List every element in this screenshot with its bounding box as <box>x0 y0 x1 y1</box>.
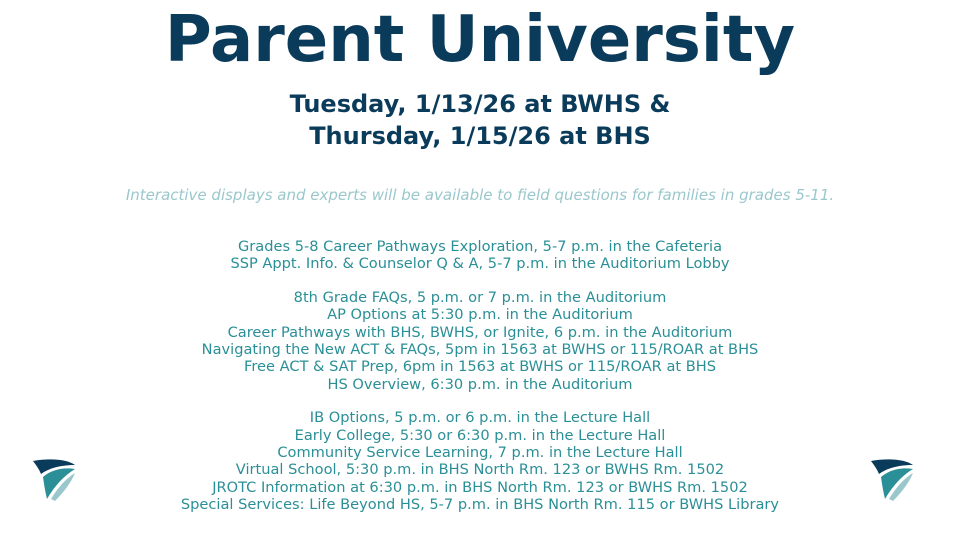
session-list <box>0 238 960 514</box>
session-item: JROTC Information at 6:30 p.m. in BHS North Rm. 123 or BWHS Rm. 1502 <box>212 478 748 496</box>
session-item: Navigating the New ACT & FAQs, 5pm in 1563 at BWHS or 115/ROAR at BHS <box>201 341 759 359</box>
session-item: IB Options, 5 p.m. or 6 p.m. in the Lecture Hall <box>309 409 651 427</box>
session-item: Early College, 5:30 or 6:30 p.m. in the Lecture Hall <box>294 426 666 444</box>
session-item: HS Overview, 6:30 p.m. in the Auditorium <box>327 375 633 393</box>
event-dates <box>0 88 960 152</box>
session-item: Community Service Learning, 7 p.m. in the Lecture Hall <box>277 444 683 462</box>
event-date-line-1: Tuesday, 1/13/26 at BWHS & <box>289 90 671 118</box>
district-logo-icon <box>31 457 77 503</box>
district-logo-icon <box>869 457 915 503</box>
session-item: Grades 5-8 Career Pathways Exploration, 5-7 p.m. in the Cafeteria <box>237 238 723 255</box>
session-group-2 <box>0 289 960 393</box>
page-title: Parent University <box>164 3 796 77</box>
session-item: Special Services: Life Beyond HS, 5-7 p.m. in BHS North Rm. 115 or BWHS Library <box>180 496 780 514</box>
session-item: SSP Appt. Info. & Counselor Q & A, 5-7 p.m. in the Auditorium Lobby <box>230 255 730 273</box>
session-group-1 <box>0 238 960 273</box>
session-item: Free ACT & SAT Prep, 6pm in 1563 at BWHS or 115/ROAR at BHS <box>243 358 717 376</box>
session-group-3 <box>0 409 960 513</box>
event-tagline: Interactive displays and experts will be available to field questions for families in grades 5-11. <box>125 186 835 204</box>
event-date-line-2: Thursday, 1/15/26 at BHS <box>309 122 651 150</box>
session-item: Career Pathways with BHS, BWHS, or Ignite, 6 p.m. in the Auditorium <box>227 323 733 341</box>
session-item: AP Options at 5:30 p.m. in the Auditorium <box>327 306 633 324</box>
session-item: 8th Grade FAQs, 5 p.m. or 7 p.m. in the Auditorium <box>293 288 667 306</box>
session-item: Virtual School, 5:30 p.m. in BHS North Rm. 123 or BWHS Rm. 1502 <box>235 461 725 479</box>
